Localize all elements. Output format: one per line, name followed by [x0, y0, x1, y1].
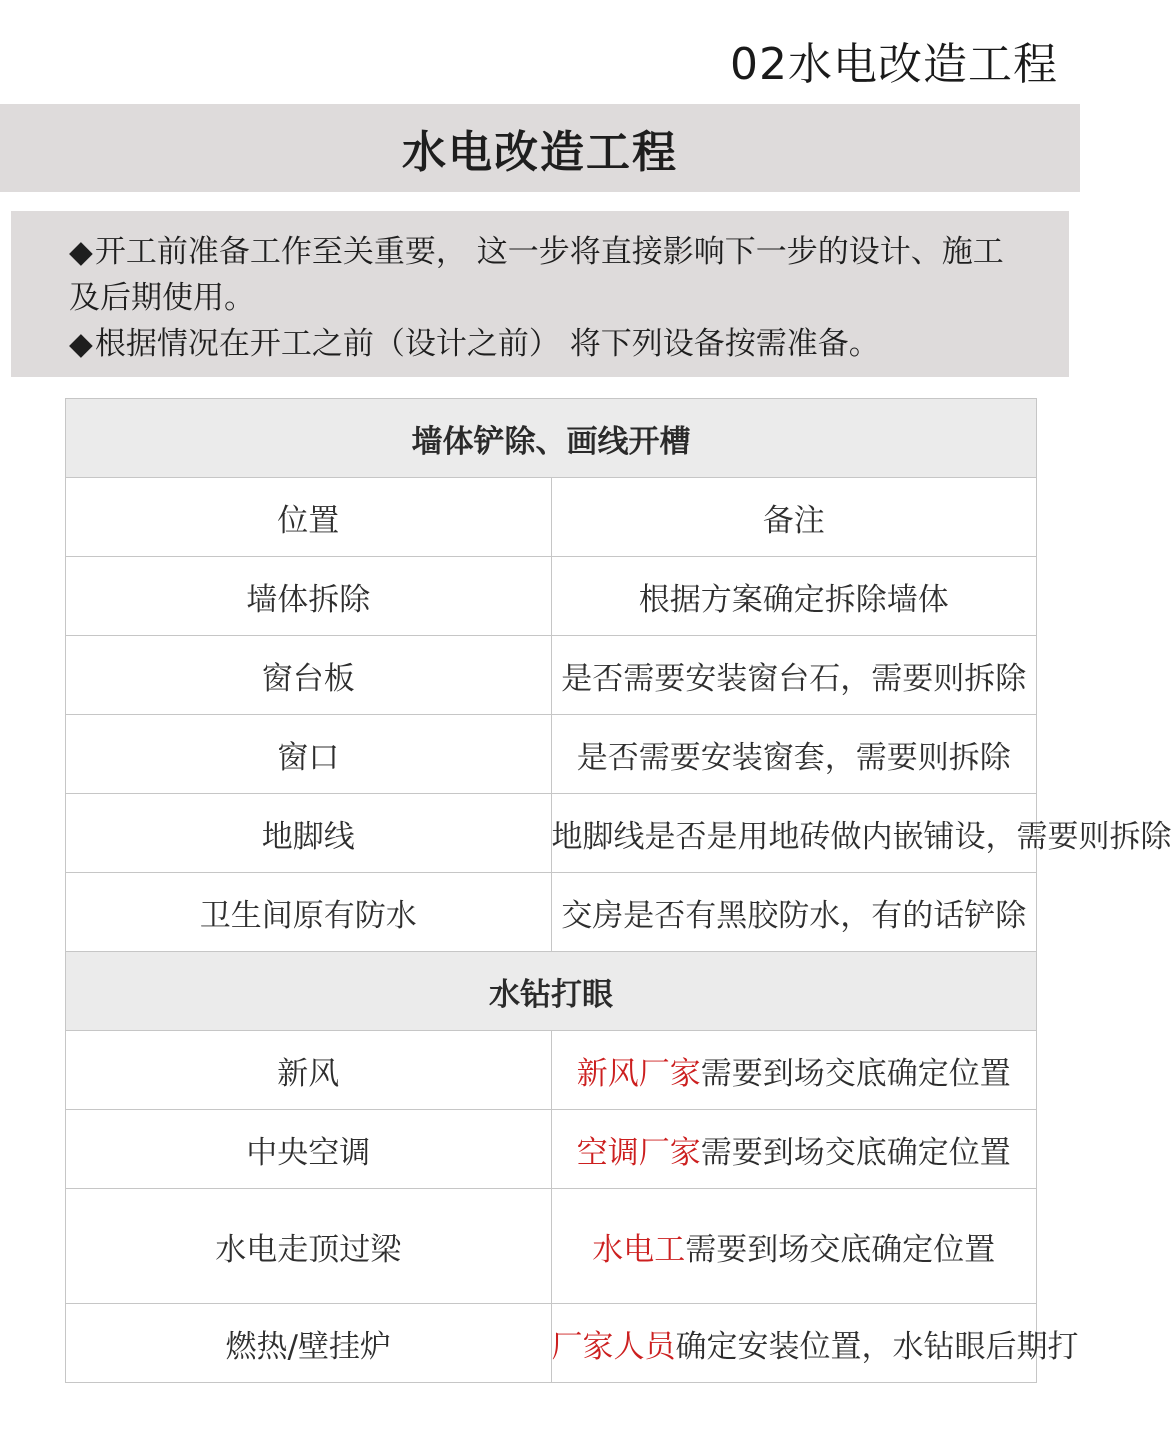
table-row-highlighted: [66, 873, 1037, 952]
column-header-notes: 备注: [551, 478, 1037, 557]
table-row: [66, 557, 1037, 636]
requirements-table: [65, 398, 1172, 1383]
column-header-position: 位置: [66, 478, 552, 557]
cell-note: [551, 1304, 1079, 1383]
section-header-row: [66, 399, 1037, 478]
intro-paragraph-1: [69, 229, 1029, 321]
table-row: [66, 1304, 1037, 1383]
cell-note: [551, 1110, 1037, 1189]
section-title-drilling: 水钻打眼: [66, 952, 1037, 1031]
cell-position: 窗口: [66, 715, 552, 794]
table-row: [66, 1031, 1037, 1110]
intro-box: [11, 211, 1069, 377]
cell-note: 是否需要安装窗台石，需要则拆除: [551, 636, 1037, 715]
section-title-demolition: 墙体铲除、画线开槽: [66, 399, 1037, 478]
cell-position: 中央空调: [66, 1110, 552, 1189]
cell-position: 窗台板: [66, 636, 552, 715]
diamond-bullet-icon: ◆: [69, 234, 93, 270]
table-row: [66, 636, 1037, 715]
note-text: 确定安装位置，水钻眼后期打: [675, 1328, 1079, 1365]
intro-text-1: 开工前准备工作至关重要， 这一步将直接影响下一步的设计、施工及后期使用。: [69, 234, 1004, 316]
diamond-bullet-icon: ◆: [69, 326, 93, 362]
column-header-row: [66, 478, 1037, 557]
page-section-label: 02水电改造工程: [730, 39, 1058, 90]
cell-position: 地脚线: [66, 794, 552, 873]
cell-note: 地脚线是否是用地砖做内嵌铺设，需要则拆除: [551, 794, 1037, 873]
section-header-row: [66, 952, 1037, 1031]
note-text: 需要到场交底确定位置: [685, 1231, 996, 1268]
intro-text-2: 根据情况在开工之前（设计之前） 将下列设备按需准备。: [94, 326, 880, 362]
note-highlight: 水电工: [592, 1231, 686, 1268]
table-row: [66, 1189, 1037, 1304]
note-highlight: 空调厂家: [576, 1134, 701, 1171]
cell-position: 卫生间原有防水: [66, 873, 552, 952]
cell-note: [551, 1189, 1037, 1304]
note-text: 需要到场交底确定位置: [700, 1055, 1011, 1092]
cell-note: 是否需要安装窗套，需要则拆除: [551, 715, 1037, 794]
note-highlight: 厂家人员: [551, 1328, 676, 1365]
cell-position: 新风: [66, 1031, 552, 1110]
cell-note: 根据方案确定拆除墙体: [551, 557, 1037, 636]
cell-note: [551, 1031, 1037, 1110]
table-row: [66, 794, 1037, 873]
cell-position: 燃热/壁挂炉: [66, 1304, 552, 1383]
cell-position: 墙体拆除: [66, 557, 552, 636]
cell-position: 水电走顶过梁: [66, 1189, 552, 1304]
title-banner: [0, 104, 1080, 192]
cell-note: 交房是否有黑胶防水，有的话铲除: [551, 873, 1037, 952]
note-highlight: 新风厂家: [576, 1055, 701, 1092]
table-row: [66, 1110, 1037, 1189]
intro-paragraph-2: [69, 321, 1029, 367]
note-text: 需要到场交底确定位置: [700, 1134, 1011, 1171]
table-row: [66, 715, 1037, 794]
banner-title: 水电改造工程: [402, 127, 678, 178]
